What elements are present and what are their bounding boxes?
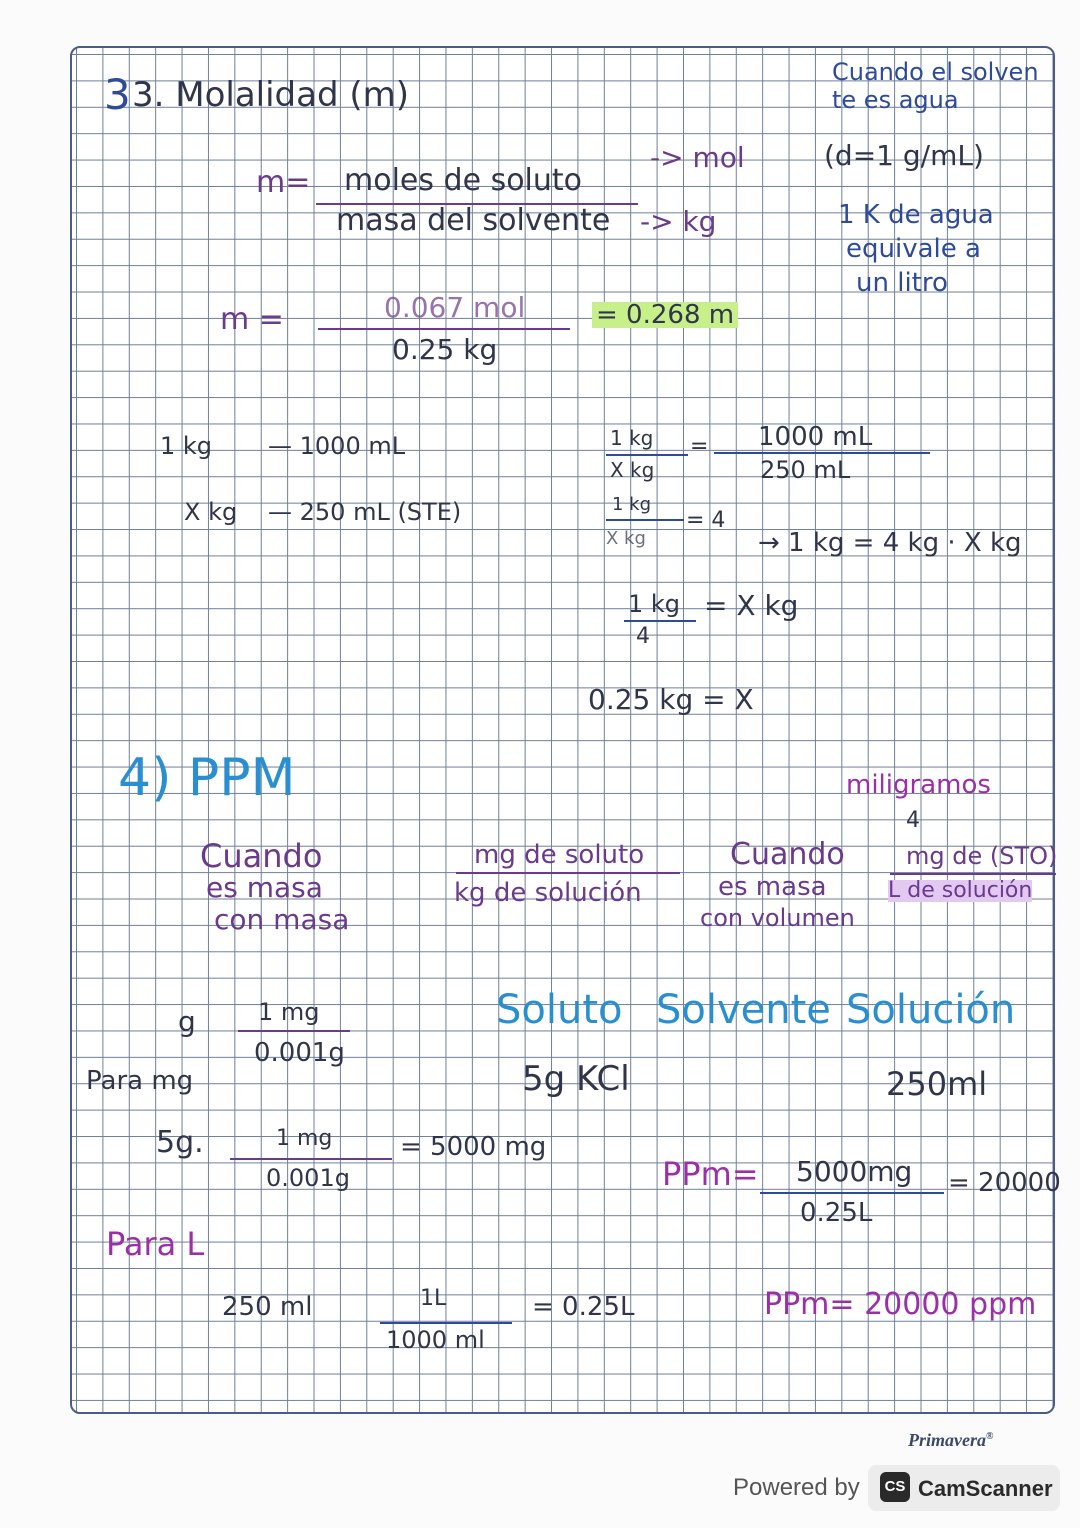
solve-f2-bar xyxy=(714,452,930,454)
solve-f3-num: 1 kg xyxy=(612,494,652,515)
camscanner-logo-icon: CS xyxy=(880,1472,910,1502)
ppm-title: 4) PPM xyxy=(118,748,296,808)
case2-line-2: es masa xyxy=(718,872,827,902)
solve-f2-num: 1000 mL xyxy=(758,422,873,452)
case1-line-3: con masa xyxy=(214,903,350,936)
rule-row2-b: — 250 mL (STE) xyxy=(268,498,462,526)
para-l-label: Para L xyxy=(106,1225,205,1263)
calc-numerator: 0.067 mol xyxy=(384,291,526,324)
calc-5g: 5g. xyxy=(156,1125,204,1160)
ppm-frac2-den: L de solución xyxy=(888,878,1033,903)
miligramos-label: miligramos xyxy=(846,770,991,800)
section-number: 3 xyxy=(104,70,131,119)
solve-final: 0.25 kg = X xyxy=(588,683,754,716)
conv-bar xyxy=(238,1030,350,1032)
ppm-calc-num: 5000mg xyxy=(796,1155,913,1188)
note-line-3: (d=1 g/mL) xyxy=(824,139,984,172)
note-line-5: equivale a xyxy=(846,234,981,264)
formula-lhs: m= xyxy=(256,165,311,200)
solve-arrow: → 1 kg = 4 kg · X kg xyxy=(758,528,1022,558)
solucion-value: 250ml xyxy=(886,1065,988,1103)
ppm-calc-bar xyxy=(760,1192,944,1194)
calc-lhs: m = xyxy=(220,302,284,337)
molalidad-title: 3. Molalidad (m) xyxy=(132,75,410,115)
solve-f3-den: X kg xyxy=(606,528,646,549)
formula-denominator: masa del solvente xyxy=(336,203,611,238)
calc-fraction-bar xyxy=(318,328,570,330)
solve-f3-res: = 4 xyxy=(686,508,726,533)
para-mg-label: Para mg xyxy=(86,1066,194,1096)
conv-g: g xyxy=(178,1005,196,1038)
l-calc-den: 1000 ml xyxy=(386,1326,485,1354)
solve-f4-bar xyxy=(624,620,696,622)
l-calc-res: = 0.25L xyxy=(532,1292,635,1322)
note-line-1: Cuando el solven xyxy=(832,58,1039,86)
solve-eq: = xyxy=(690,434,709,459)
conv-den: 0.001g xyxy=(254,1038,345,1068)
calc-mg-res: = 5000 mg xyxy=(400,1132,547,1162)
rule-row1-b: — 1000 mL xyxy=(268,432,406,460)
solve-f3-bar xyxy=(606,519,684,521)
calc-mg-den: 0.001g xyxy=(266,1164,350,1192)
formula-den-unit: -> kg xyxy=(640,205,717,238)
header-solucion: Solución xyxy=(846,987,1016,1033)
ppm-calc-lhs: PPm= xyxy=(662,1155,759,1193)
soluto-value: 5g KCl xyxy=(522,1059,630,1099)
case2-line-3: con volumen xyxy=(700,904,855,932)
l-calc-num: 1L xyxy=(420,1286,447,1311)
calc-denominator: 0.25 kg xyxy=(392,333,498,366)
header-solvente: Solvente xyxy=(656,987,831,1033)
powered-by-label: Powered by xyxy=(733,1474,860,1501)
rule-row1-a: 1 kg xyxy=(160,432,213,460)
camscanner-name: CamScanner xyxy=(918,1476,1053,1501)
note-line-6: un litro xyxy=(856,268,948,298)
ppm-frac2-bar xyxy=(890,873,1056,875)
solve-f1-den: X kg xyxy=(610,458,655,482)
formula-numerator: moles de soluto xyxy=(344,163,583,198)
calc-mg-num: 1 mg xyxy=(276,1126,333,1151)
ppm-calc-res: = 20000 xyxy=(948,1168,1061,1198)
solve-f1-bar xyxy=(606,454,688,456)
solve-f4-den: 4 xyxy=(636,624,650,649)
ppm-frac1-num: mg de soluto xyxy=(474,840,645,870)
case1-line-1: Cuando xyxy=(200,837,323,875)
rule-row2-a: X kg xyxy=(184,498,238,526)
formula-num-unit: -> mol xyxy=(650,141,745,174)
solve-f2-den: 250 mL xyxy=(760,456,851,484)
solve-f1-num: 1 kg xyxy=(610,426,654,450)
ppm-final: PPm= 20000 ppm xyxy=(764,1287,1037,1322)
note-line-4: 1 K de agua xyxy=(838,200,994,230)
ppm-frac2-num: mg de (STO) xyxy=(906,842,1058,870)
miligramos-arrow: 4 xyxy=(906,808,920,833)
conv-num: 1 mg xyxy=(258,998,320,1026)
note-line-2: te es agua xyxy=(832,86,959,114)
ppm-frac1-bar xyxy=(456,872,680,874)
calc-result: = 0.268 m xyxy=(592,302,738,328)
case1-line-2: es masa xyxy=(206,871,323,904)
l-calc-bar xyxy=(380,1322,512,1324)
solve-f4-res: = X kg xyxy=(704,589,799,622)
ppm-calc-den: 0.25L xyxy=(800,1198,873,1228)
solve-f4-num: 1 kg xyxy=(628,590,681,618)
case2-line-1: Cuando xyxy=(730,837,845,872)
header-soluto: Soluto xyxy=(496,987,623,1033)
calc-mg-bar xyxy=(230,1158,392,1160)
l-calc-a: 250 ml xyxy=(222,1292,313,1322)
notebook-brand: Primavera® xyxy=(908,1430,994,1450)
ppm-frac1-den: kg de solución xyxy=(454,878,642,908)
